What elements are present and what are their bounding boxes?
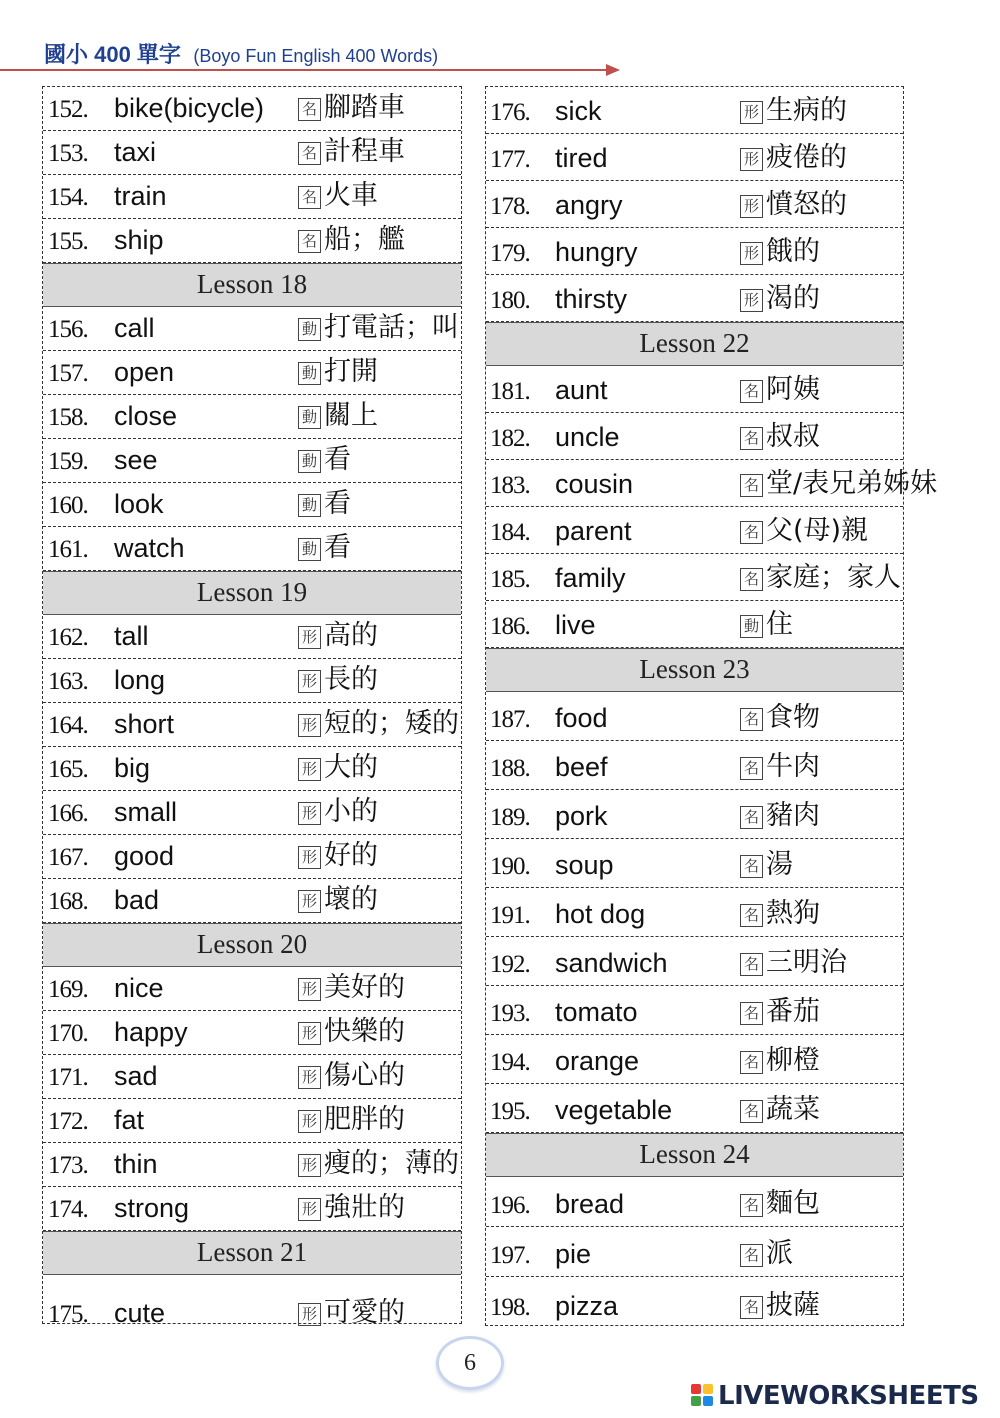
entry-number: 177. bbox=[490, 146, 530, 173]
part-of-speech-badge: 名 bbox=[740, 1051, 763, 1074]
lesson-header bbox=[43, 263, 461, 307]
entry-number: 193. bbox=[490, 1000, 530, 1027]
entry-number: 190. bbox=[490, 853, 530, 880]
english-word: soup bbox=[555, 850, 614, 880]
page-number: 6 bbox=[436, 1336, 504, 1390]
chinese-meaning: 牛肉 bbox=[766, 751, 820, 782]
vocab-row bbox=[43, 1275, 461, 1335]
english-word: strong bbox=[114, 1193, 190, 1223]
entry-number: 152. bbox=[48, 96, 88, 123]
lesson-label: Lesson 21 bbox=[196, 1236, 308, 1267]
part-of-speech-badge: 形 bbox=[740, 101, 763, 124]
vocab-row bbox=[43, 615, 461, 659]
lesson-header bbox=[43, 1231, 461, 1275]
entry-number: 165. bbox=[48, 756, 88, 783]
part-of-speech-badge: 形 bbox=[298, 1066, 321, 1089]
vocab-row bbox=[43, 879, 461, 923]
english-word: close bbox=[114, 401, 178, 431]
entry-number: 182. bbox=[490, 425, 530, 452]
chinese-meaning: 住 bbox=[766, 609, 793, 640]
chinese-meaning: 船；艦 bbox=[324, 224, 405, 255]
vocab-row bbox=[43, 175, 461, 219]
entry-number: 154. bbox=[48, 184, 88, 211]
header-rule bbox=[0, 69, 608, 71]
entry-number: 160. bbox=[48, 492, 88, 519]
entry-number: 197. bbox=[490, 1242, 530, 1269]
entry-number: 196. bbox=[490, 1192, 530, 1219]
vocab-row bbox=[43, 835, 461, 879]
entry-number: 189. bbox=[490, 804, 530, 831]
part-of-speech-badge: 動 bbox=[298, 494, 321, 517]
entry-number: 157. bbox=[48, 360, 88, 387]
chinese-meaning: 披薩 bbox=[766, 1290, 820, 1321]
part-of-speech-badge: 動 bbox=[740, 615, 763, 638]
part-of-speech-badge: 形 bbox=[298, 670, 321, 693]
chinese-meaning: 傷心的 bbox=[324, 1060, 405, 1091]
part-of-speech-badge: 名 bbox=[740, 1002, 763, 1025]
vocab-row bbox=[486, 460, 938, 507]
lesson-label: Lesson 23 bbox=[639, 653, 750, 684]
part-of-speech-badge: 形 bbox=[298, 1198, 321, 1221]
chinese-meaning: 短的；矮的 bbox=[324, 708, 459, 739]
chinese-meaning: 父(母)親 bbox=[766, 515, 869, 546]
english-word: see bbox=[114, 445, 158, 475]
english-word: sandwich bbox=[555, 948, 668, 978]
entry-number: 184. bbox=[490, 519, 530, 546]
english-word: sick bbox=[555, 96, 602, 126]
liveworksheets-wordmark: LIVEWORKSHEETS bbox=[718, 1381, 979, 1411]
chinese-meaning: 長的 bbox=[324, 664, 378, 695]
vocab-row bbox=[486, 888, 903, 937]
entry-number: 194. bbox=[490, 1049, 530, 1076]
english-word: bike(bicycle) bbox=[114, 93, 265, 123]
english-word: small bbox=[114, 797, 178, 827]
english-word: thin bbox=[114, 1149, 158, 1179]
english-word: family bbox=[555, 563, 626, 593]
vocab-row bbox=[43, 307, 461, 351]
english-word: uncle bbox=[555, 422, 620, 452]
vocab-row bbox=[486, 790, 903, 839]
entry-number: 192. bbox=[490, 951, 530, 978]
english-word: tall bbox=[114, 621, 149, 651]
entry-number: 191. bbox=[490, 902, 530, 929]
vocab-row bbox=[486, 601, 903, 648]
english-word: call bbox=[114, 313, 155, 343]
vocab-row bbox=[43, 1055, 461, 1099]
part-of-speech-badge: 形 bbox=[298, 890, 321, 913]
chinese-meaning: 蔬菜 bbox=[766, 1094, 820, 1125]
entry-number: 163. bbox=[48, 668, 88, 695]
chinese-meaning: 看 bbox=[324, 444, 351, 475]
vocab-row bbox=[43, 395, 461, 439]
chinese-meaning: 腳踏車 bbox=[324, 92, 405, 123]
chinese-meaning: 三明治 bbox=[766, 947, 847, 978]
english-word: food bbox=[555, 703, 608, 733]
entry-number: 171. bbox=[48, 1064, 88, 1091]
part-of-speech-badge: 名 bbox=[740, 1244, 763, 1267]
vocab-row bbox=[486, 937, 903, 986]
chinese-meaning: 柳橙 bbox=[766, 1045, 820, 1076]
chinese-meaning: 可愛的 bbox=[324, 1297, 405, 1328]
part-of-speech-badge: 形 bbox=[740, 148, 763, 171]
vocab-row bbox=[486, 366, 903, 413]
entry-number: 167. bbox=[48, 844, 88, 871]
chinese-meaning: 食物 bbox=[766, 702, 820, 733]
entry-number: 185. bbox=[490, 566, 530, 593]
chinese-meaning: 湯 bbox=[766, 849, 793, 880]
vocab-row bbox=[486, 1227, 903, 1277]
part-of-speech-badge: 動 bbox=[298, 450, 321, 473]
entry-number: 175. bbox=[48, 1301, 88, 1328]
english-word: pie bbox=[555, 1239, 592, 1269]
entry-number: 170. bbox=[48, 1020, 88, 1047]
lesson-header bbox=[43, 571, 461, 615]
vocab-row bbox=[486, 507, 903, 554]
chinese-meaning: 美好的 bbox=[324, 972, 405, 1003]
vocab-row bbox=[43, 1143, 461, 1187]
liveworksheets-icon bbox=[691, 1384, 715, 1408]
entry-number: 198. bbox=[490, 1294, 530, 1321]
vocab-row bbox=[486, 1084, 903, 1133]
lesson-header bbox=[486, 648, 903, 692]
english-word: thirsty bbox=[555, 284, 628, 314]
english-word: cousin bbox=[555, 469, 634, 499]
chinese-meaning: 打開 bbox=[324, 356, 378, 387]
chinese-meaning: 家庭；家人 bbox=[766, 562, 901, 593]
vocab-row bbox=[486, 986, 903, 1035]
part-of-speech-badge: 名 bbox=[740, 474, 763, 497]
english-word: open bbox=[114, 357, 175, 387]
chinese-meaning: 憤怒的 bbox=[766, 189, 847, 220]
part-of-speech-badge: 形 bbox=[298, 802, 321, 825]
english-word: hungry bbox=[555, 237, 638, 267]
chinese-meaning: 堂/表兄弟姊妹 bbox=[766, 468, 938, 499]
part-of-speech-badge: 形 bbox=[298, 978, 321, 1001]
entry-number: 161. bbox=[48, 536, 88, 563]
part-of-speech-badge: 名 bbox=[740, 708, 763, 731]
english-word: watch bbox=[114, 533, 185, 563]
chinese-meaning: 番茄 bbox=[766, 996, 820, 1027]
part-of-speech-badge: 名 bbox=[298, 142, 321, 165]
chinese-meaning: 叔叔 bbox=[766, 421, 820, 452]
part-of-speech-badge: 名 bbox=[740, 806, 763, 829]
part-of-speech-badge: 名 bbox=[740, 953, 763, 976]
vocab-row bbox=[486, 228, 903, 275]
vocab-row bbox=[486, 181, 903, 228]
vocab-row bbox=[43, 791, 461, 835]
part-of-speech-badge: 形 bbox=[298, 1110, 321, 1133]
vocab-row bbox=[43, 219, 461, 263]
chinese-meaning: 派 bbox=[766, 1238, 793, 1269]
entry-number: 155. bbox=[48, 228, 88, 255]
chinese-meaning: 火車 bbox=[324, 180, 378, 211]
entry-number: 172. bbox=[48, 1108, 88, 1135]
vocab-table-right bbox=[485, 86, 938, 1326]
part-of-speech-badge: 形 bbox=[298, 846, 321, 869]
vocab-row bbox=[43, 1099, 461, 1143]
entry-number: 164. bbox=[48, 712, 88, 739]
part-of-speech-badge: 動 bbox=[298, 362, 321, 385]
english-word: aunt bbox=[555, 375, 608, 405]
lesson-label: Lesson 20 bbox=[196, 928, 308, 959]
part-of-speech-badge: 形 bbox=[298, 714, 321, 737]
part-of-speech-badge: 名 bbox=[740, 568, 763, 591]
chinese-meaning: 豬肉 bbox=[766, 800, 820, 831]
page-header bbox=[44, 38, 438, 70]
entry-number: 153. bbox=[48, 140, 88, 167]
part-of-speech-badge: 名 bbox=[740, 757, 763, 780]
entry-number: 178. bbox=[490, 193, 530, 220]
chinese-meaning: 看 bbox=[324, 488, 351, 519]
chinese-meaning: 看 bbox=[324, 532, 351, 563]
english-word: pork bbox=[555, 801, 608, 831]
liveworksheets-logo[interactable] bbox=[691, 1381, 991, 1411]
vocab-row bbox=[486, 275, 903, 322]
chinese-meaning: 小的 bbox=[324, 796, 378, 827]
chinese-meaning: 快樂的 bbox=[324, 1016, 405, 1047]
english-word: nice bbox=[114, 973, 164, 1003]
english-word: bad bbox=[114, 885, 160, 915]
part-of-speech-badge: 名 bbox=[740, 427, 763, 450]
part-of-speech-badge: 名 bbox=[740, 1296, 763, 1319]
chinese-meaning: 好的 bbox=[324, 840, 378, 871]
english-word: angry bbox=[555, 190, 623, 220]
entry-number: 187. bbox=[490, 706, 530, 733]
entry-number: 169. bbox=[48, 976, 88, 1003]
english-word: taxi bbox=[114, 137, 157, 167]
vocab-row bbox=[486, 134, 903, 181]
english-word: parent bbox=[555, 516, 632, 546]
part-of-speech-badge: 形 bbox=[740, 195, 763, 218]
entry-number: 173. bbox=[48, 1152, 88, 1179]
vocab-row bbox=[43, 87, 461, 131]
part-of-speech-badge: 名 bbox=[740, 1100, 763, 1123]
chinese-meaning: 餓的 bbox=[766, 236, 820, 267]
part-of-speech-badge: 名 bbox=[740, 521, 763, 544]
vocab-row bbox=[43, 483, 461, 527]
chinese-meaning: 生病的 bbox=[766, 95, 847, 126]
chinese-meaning: 渴的 bbox=[766, 283, 820, 314]
lesson-label: Lesson 24 bbox=[639, 1138, 750, 1169]
entry-number: 186. bbox=[490, 613, 530, 640]
english-word: tomato bbox=[555, 997, 638, 1027]
entry-number: 158. bbox=[48, 404, 88, 431]
header-title-zh: 國小 400 單字 bbox=[44, 42, 181, 67]
english-word: sad bbox=[114, 1061, 158, 1091]
lesson-header bbox=[486, 322, 903, 366]
part-of-speech-badge: 名 bbox=[740, 855, 763, 878]
part-of-speech-badge: 動 bbox=[298, 406, 321, 429]
vocab-row bbox=[43, 659, 461, 703]
vocab-row bbox=[43, 439, 461, 483]
entry-number: 156. bbox=[48, 316, 88, 343]
part-of-speech-badge: 名 bbox=[298, 98, 321, 121]
chinese-meaning: 強壯的 bbox=[324, 1192, 405, 1223]
english-word: hot dog bbox=[555, 899, 646, 929]
lesson-label: Lesson 22 bbox=[639, 327, 750, 358]
chinese-meaning: 打電話；叫 bbox=[324, 312, 459, 343]
entry-number: 181. bbox=[490, 378, 530, 405]
english-word: vegetable bbox=[555, 1095, 673, 1125]
english-word: cute bbox=[114, 1298, 166, 1328]
vocab-row bbox=[486, 413, 903, 460]
part-of-speech-badge: 名 bbox=[298, 230, 321, 253]
english-word: bread bbox=[555, 1189, 625, 1219]
vocab-row bbox=[43, 351, 461, 395]
chinese-meaning: 計程車 bbox=[324, 136, 405, 167]
header-title-en: (Boyo Fun English 400 Words) bbox=[193, 46, 439, 66]
part-of-speech-badge: 形 bbox=[298, 1303, 321, 1326]
vocab-row bbox=[486, 87, 903, 134]
english-word: short bbox=[114, 709, 175, 739]
chinese-meaning: 高的 bbox=[324, 620, 378, 651]
chinese-meaning: 熱狗 bbox=[766, 898, 820, 929]
part-of-speech-badge: 形 bbox=[298, 1154, 321, 1177]
vocab-row bbox=[486, 839, 903, 888]
english-word: long bbox=[114, 665, 166, 695]
part-of-speech-badge: 形 bbox=[298, 626, 321, 649]
part-of-speech-badge: 動 bbox=[298, 538, 321, 561]
vocab-row bbox=[43, 747, 461, 791]
chinese-meaning: 麵包 bbox=[766, 1188, 820, 1219]
vocab-row bbox=[43, 967, 461, 1011]
english-word: tired bbox=[555, 143, 608, 173]
english-word: good bbox=[114, 841, 175, 871]
part-of-speech-badge: 形 bbox=[740, 289, 763, 312]
vocab-row bbox=[486, 692, 903, 741]
vocab-row bbox=[43, 703, 461, 747]
lesson-header bbox=[486, 1133, 903, 1177]
english-word: live bbox=[555, 610, 596, 640]
vocab-row bbox=[486, 741, 903, 790]
vocab-row bbox=[486, 554, 903, 601]
entry-number: 180. bbox=[490, 287, 530, 314]
vocab-row bbox=[43, 1011, 461, 1055]
entry-number: 183. bbox=[490, 472, 530, 499]
english-word: happy bbox=[114, 1017, 188, 1047]
chinese-meaning: 肥胖的 bbox=[324, 1104, 405, 1135]
entry-number: 195. bbox=[490, 1098, 530, 1125]
chinese-meaning: 疲倦的 bbox=[766, 142, 847, 173]
english-word: big bbox=[114, 753, 151, 783]
entry-number: 176. bbox=[490, 99, 530, 126]
entry-number: 162. bbox=[48, 624, 88, 651]
part-of-speech-badge: 形 bbox=[298, 758, 321, 781]
entry-number: 168. bbox=[48, 888, 88, 915]
vocab-row bbox=[486, 1277, 903, 1328]
vocab-table-left bbox=[42, 86, 462, 1328]
vocab-row bbox=[486, 1035, 903, 1084]
chinese-meaning: 阿姨 bbox=[766, 374, 820, 405]
part-of-speech-badge: 動 bbox=[298, 318, 321, 341]
english-word: orange bbox=[555, 1046, 640, 1076]
part-of-speech-badge: 名 bbox=[740, 1194, 763, 1217]
vocab-row bbox=[43, 527, 461, 571]
entry-number: 188. bbox=[490, 755, 530, 782]
chinese-meaning: 關上 bbox=[324, 400, 378, 431]
part-of-speech-badge: 形 bbox=[298, 1022, 321, 1045]
part-of-speech-badge: 名 bbox=[740, 904, 763, 927]
arrow-icon bbox=[606, 64, 620, 76]
vocab-row bbox=[486, 1177, 903, 1227]
english-word: ship bbox=[114, 225, 164, 255]
entry-number: 166. bbox=[48, 800, 88, 827]
vocab-row bbox=[43, 131, 461, 175]
lesson-label: Lesson 19 bbox=[196, 576, 308, 607]
chinese-meaning: 大的 bbox=[324, 752, 378, 783]
part-of-speech-badge: 名 bbox=[740, 380, 763, 403]
vocab-row bbox=[43, 1187, 461, 1231]
english-word: fat bbox=[114, 1105, 145, 1135]
chinese-meaning: 瘦的；薄的 bbox=[324, 1148, 459, 1179]
english-word: beef bbox=[555, 752, 608, 782]
entry-number: 159. bbox=[48, 448, 88, 475]
lesson-header bbox=[43, 923, 461, 967]
entry-number: 174. bbox=[48, 1196, 88, 1223]
entry-number: 179. bbox=[490, 240, 530, 267]
english-word: look bbox=[114, 489, 164, 519]
english-word: train bbox=[114, 181, 167, 211]
lesson-label: Lesson 18 bbox=[196, 268, 308, 299]
english-word: pizza bbox=[555, 1291, 619, 1321]
chinese-meaning: 壞的 bbox=[324, 884, 378, 915]
part-of-speech-badge: 形 bbox=[740, 242, 763, 265]
part-of-speech-badge: 名 bbox=[298, 186, 321, 209]
